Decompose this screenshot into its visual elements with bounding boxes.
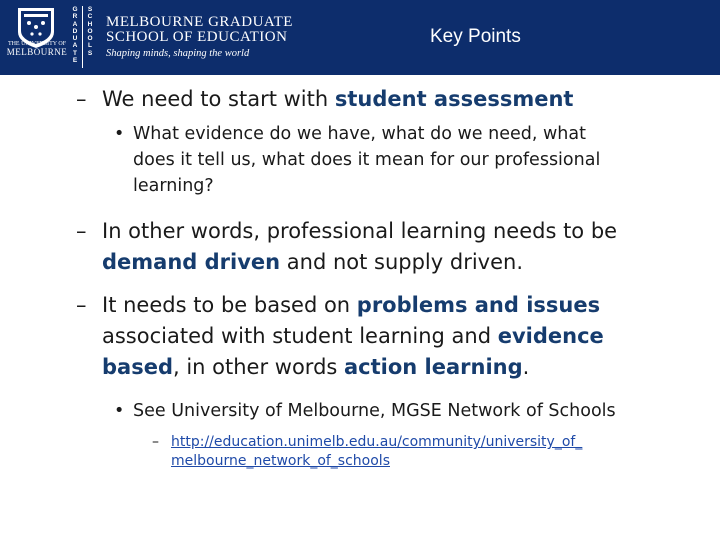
dash-marker: – <box>152 434 159 450</box>
link-line2[interactable]: melbourne_network_of_schools <box>171 453 390 469</box>
point-1 <box>102 84 573 115</box>
dash-marker: – <box>76 87 87 111</box>
point-2-emphasis: demand driven <box>102 250 281 274</box>
point-1a <box>133 121 600 199</box>
point-3-text: . <box>522 355 530 379</box>
university-crest-icon <box>6 4 66 70</box>
point-3-text: , in other words <box>172 355 345 379</box>
point-2 <box>102 216 617 278</box>
point-3-text: It needs to be based on <box>102 293 357 317</box>
point-3-text: associated with student learning and <box>102 324 498 348</box>
point-3-emphasis: problems and issues <box>356 293 601 317</box>
point-3-emphasis: based <box>102 355 173 379</box>
point-3-line3 <box>102 352 604 383</box>
schools-vertical-text <box>85 6 95 57</box>
point-3-line2 <box>102 321 604 352</box>
graduate-letter: T <box>73 49 77 57</box>
link-line1[interactable]: http://education.unimelb.edu.au/community/university_of_ <box>171 434 583 450</box>
graduate-letter: G <box>72 6 78 13</box>
schools-letter: S <box>87 6 93 13</box>
school-name-line1: MELBOURNE GRADUATE <box>106 14 293 30</box>
bullet-marker: • <box>114 124 125 144</box>
schools-letter: S <box>87 49 93 57</box>
point-3-emphasis: evidence <box>497 324 604 348</box>
point-2-line1: In other words, professional learning needs to be <box>102 219 618 243</box>
graduate-letter: R <box>72 13 78 21</box>
bullet-marker: • <box>114 401 125 421</box>
header-divider <box>82 6 83 68</box>
point-1a-line2: does it tell us, what does it mean for our professional <box>133 150 601 170</box>
graduate-letter: U <box>72 35 78 43</box>
schools-letter: O <box>87 27 93 35</box>
graduate-letter: A <box>72 20 78 28</box>
dash-marker: – <box>76 219 87 243</box>
schools-letter: H <box>87 20 93 28</box>
graduate-vertical-text <box>70 6 80 64</box>
point-3-emphasis: action learning <box>344 355 523 379</box>
schools-letter: C <box>87 13 93 21</box>
university-name <box>6 40 68 56</box>
point-1-emphasis: student assessment <box>334 87 574 111</box>
header-bar <box>0 0 720 75</box>
point-3 <box>102 290 604 383</box>
university-name-bottom: MELBOURNE <box>6 47 68 57</box>
university-name-top: THE UNIVERSITY OF <box>7 41 67 47</box>
point-3a: See University of Melbourne, MGSE Network of Schools <box>133 401 616 421</box>
point-1a-line3: learning? <box>133 176 214 196</box>
graduate-letter: E <box>72 57 78 65</box>
school-name-line2: SCHOOL OF EDUCATION <box>106 29 288 45</box>
graduate-letter: A <box>72 42 78 50</box>
network-of-schools-link[interactable] <box>171 433 582 471</box>
graduate-letter: D <box>72 27 78 35</box>
schools-letter: O <box>87 35 93 43</box>
schools-letter: L <box>88 42 92 50</box>
slide-title: Key Points <box>430 26 521 47</box>
point-3-line1 <box>102 290 604 321</box>
school-tagline: Shaping minds, shaping the world <box>106 48 250 59</box>
dash-marker: – <box>76 293 87 317</box>
point-2-rest: and not supply driven. <box>280 250 523 274</box>
point-1a-line1: What evidence do we have, what do we need, what <box>133 124 586 144</box>
point-2-line2 <box>102 247 617 278</box>
point-1-text: We need to start with <box>102 87 335 111</box>
